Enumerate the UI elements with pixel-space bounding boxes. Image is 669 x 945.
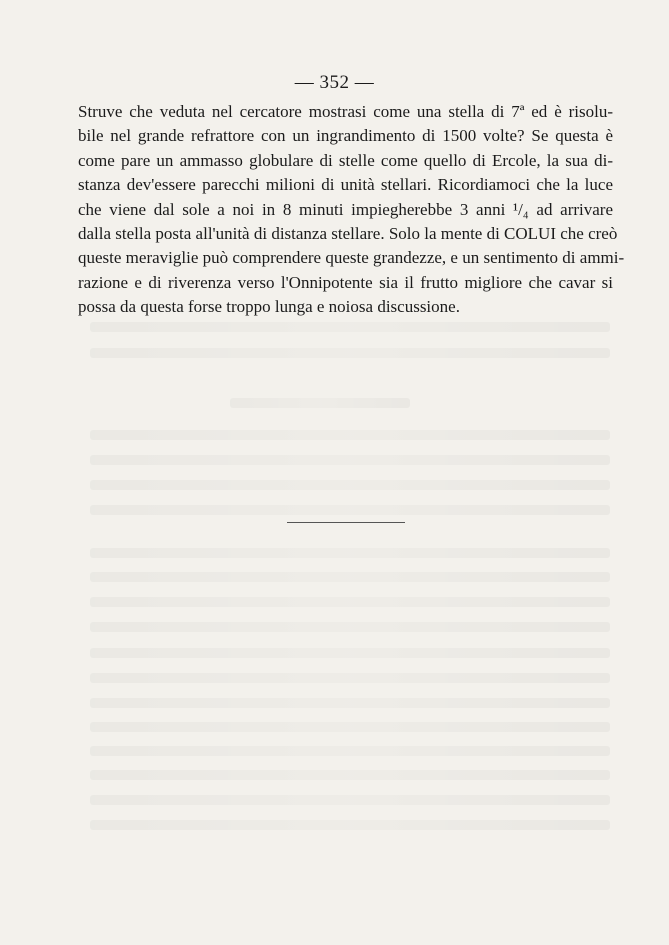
paragraph-line: queste meraviglie può comprendere queste grandezze, e un sentimento di ammi- — [78, 248, 625, 268]
page-number: — 352 — — [294, 72, 375, 93]
paragraph-line: possa da questa forse troppo lunga e noiosa discussione. — [78, 297, 460, 317]
paragraph-line: razione e di riverenza verso l'Onnipotente sia il frutto migliore che cavar si — [78, 272, 613, 292]
body-paragraph — [78, 100, 625, 320]
section-divider-rule — [287, 522, 405, 523]
paragraph-line: Struve che veduta nel cercatore mostrasi come una stella di 7ª ed è risolu- — [78, 102, 613, 121]
paragraph-line: stanza dev'essere parecchi milioni di unità stellari. Ricordiamoci che la luce — [78, 175, 613, 195]
paragraph-line: dalla stella posta all'unità di distanza stellare. Solo la mente di COLUI che creò — [78, 223, 618, 243]
paragraph-line: che viene dal sole a noi in 8 minuti impiegherebbe 3 anni ¹/₄ ad arrivare — [78, 199, 613, 219]
paragraph-line: come pare un ammasso globulare di stelle come quello di Ercole, la sua di- — [78, 150, 613, 170]
paragraph-line: bile nel grande refrattore con un ingrandimento di 1500 volte? Se questa è — [78, 126, 613, 146]
